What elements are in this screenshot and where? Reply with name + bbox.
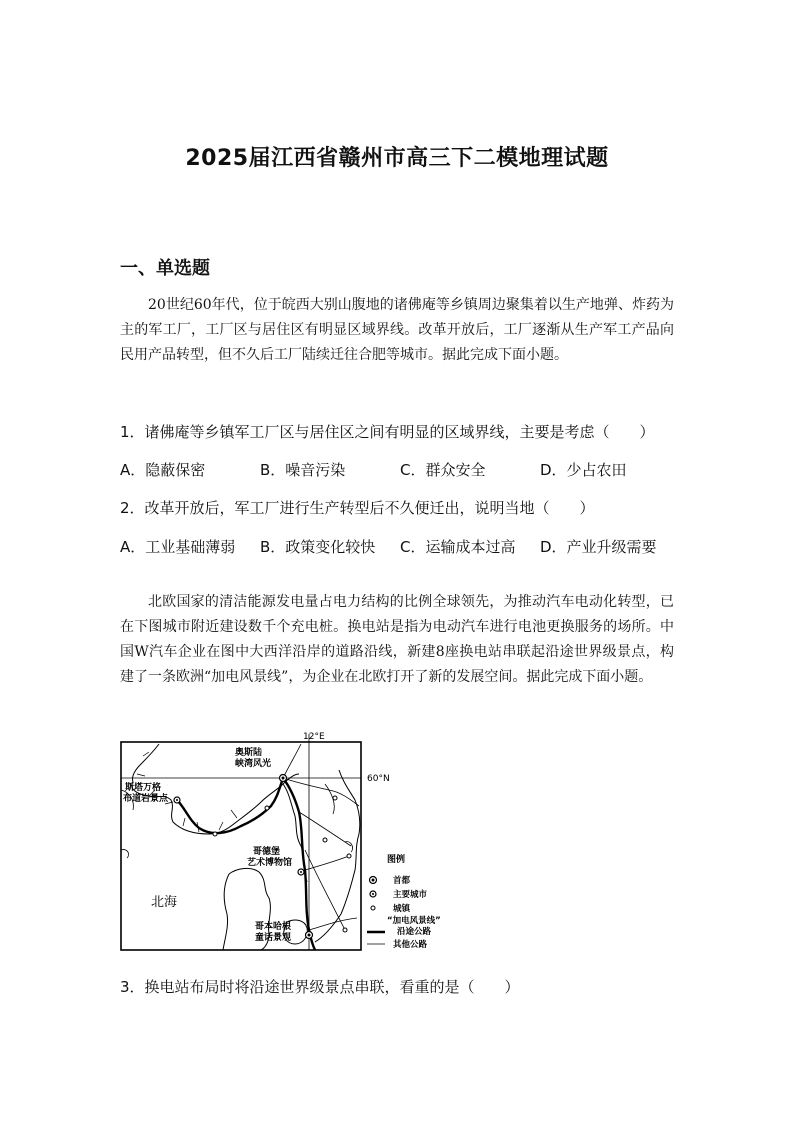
town-marker xyxy=(343,928,347,932)
copenhagen-capital-dot xyxy=(308,934,311,937)
oslo-capital-dot xyxy=(282,777,285,780)
latitude-label: 60°N xyxy=(367,774,390,784)
legend-major-city-dot xyxy=(372,893,374,895)
map-frame xyxy=(121,742,361,950)
gothenburg-dot xyxy=(300,871,302,873)
q1-option-a[interactable]: A．隐蔽保密 xyxy=(120,461,206,479)
copenhagen-sub-label: 童话景观 xyxy=(255,933,292,943)
q1-option-d[interactable]: D．少占农田 xyxy=(540,461,627,479)
oslo-sub-label: 峡湾风光 xyxy=(235,759,272,769)
town-marker xyxy=(347,854,351,858)
town-marker xyxy=(265,806,269,810)
document-title: 2025届江西省赣州市高三下二模地理试题 xyxy=(185,146,609,171)
legend-route-sub-label: 沿途公路 xyxy=(397,927,432,937)
copenhagen-label: 哥本哈根 xyxy=(255,922,292,932)
oslo-label: 奥斯陆 xyxy=(235,748,263,758)
passage-1: 20世纪60年代，位于皖西大别山腹地的诸佛庵等乡镇周边聚集着以生产地弹、炸药为主的军工厂，工厂区与居住区有明显区域界线。改革开放后，工厂逐渐从生产军工产品向民用产品转型，但不久后工厂陆续迁往合肥等城市。据此完成下面小题。 xyxy=(120,297,674,363)
question-3-stem: 3．换电站布局时将沿途世界级景点串联，看重的是（ ） xyxy=(120,978,520,996)
legend-route-label: “加电风景线” xyxy=(387,916,441,926)
stavanger-label: 斯塔万格 xyxy=(125,783,162,793)
section-heading: 一、单选题 xyxy=(120,258,210,279)
gothenburg-sub-label: 艺术博物馆 xyxy=(247,858,293,868)
question-2-options xyxy=(120,536,680,557)
passage-2: 北欧国家的清洁能源发电量占电力结构的比例全球领先，为推动汽车电动化转型，已在下图城市附近建设数千个充电桩。换电站是指为电动汽车进行电池更换服务的场所。中国W汽车企业在图中大西洋沿岸的道路沿线，新建8座换电站串联起沿途世界级景点，构建了一条欧洲“加电风景线”，为企业在北欧打开了新的发展空间。据此完成下面小题。 xyxy=(120,594,674,685)
q2-option-b[interactable]: B．政策变化较快 xyxy=(260,538,376,556)
q1-option-b[interactable]: B．噪音污染 xyxy=(260,461,346,479)
question-1-stem: 1．诸佛庵等乡镇军工厂区与居住区之间有明显的区域界线，主要是考虑（ ） xyxy=(120,423,655,441)
legend-capital-label: 首都 xyxy=(393,876,411,886)
q2-option-c[interactable]: C．运输成本过高 xyxy=(400,538,516,556)
legend-major-city-label: 主要城市 xyxy=(393,890,428,900)
scandinavia-route-map xyxy=(119,730,469,955)
stavanger-sub-label: 布道岩景点 xyxy=(123,794,169,804)
town-marker xyxy=(333,796,337,800)
question-1-options xyxy=(120,459,680,480)
town-marker xyxy=(323,838,327,842)
north-sea-label: 北海 xyxy=(151,895,178,910)
stavanger-dot xyxy=(176,799,178,801)
legend-capital-dot xyxy=(372,879,375,882)
town-marker xyxy=(213,832,217,836)
longitude-label: 12°E xyxy=(303,732,325,742)
legend-town-symbol xyxy=(371,906,375,910)
q2-option-d[interactable]: D．产业升级需要 xyxy=(540,538,657,556)
q1-option-c[interactable]: C．群众安全 xyxy=(400,461,486,479)
legend-other-road-label: 其他公路 xyxy=(393,940,428,950)
q2-option-a[interactable]: A．工业基础薄弱 xyxy=(120,538,236,556)
question-2-stem: 2．改革开放后，军工厂进行生产转型后不久便迁出，说明当地（ ） xyxy=(120,499,595,517)
legend-title: 图例 xyxy=(387,855,406,865)
legend-town-label: 城镇 xyxy=(393,904,411,914)
gothenburg-label: 哥德堡 xyxy=(253,847,281,857)
